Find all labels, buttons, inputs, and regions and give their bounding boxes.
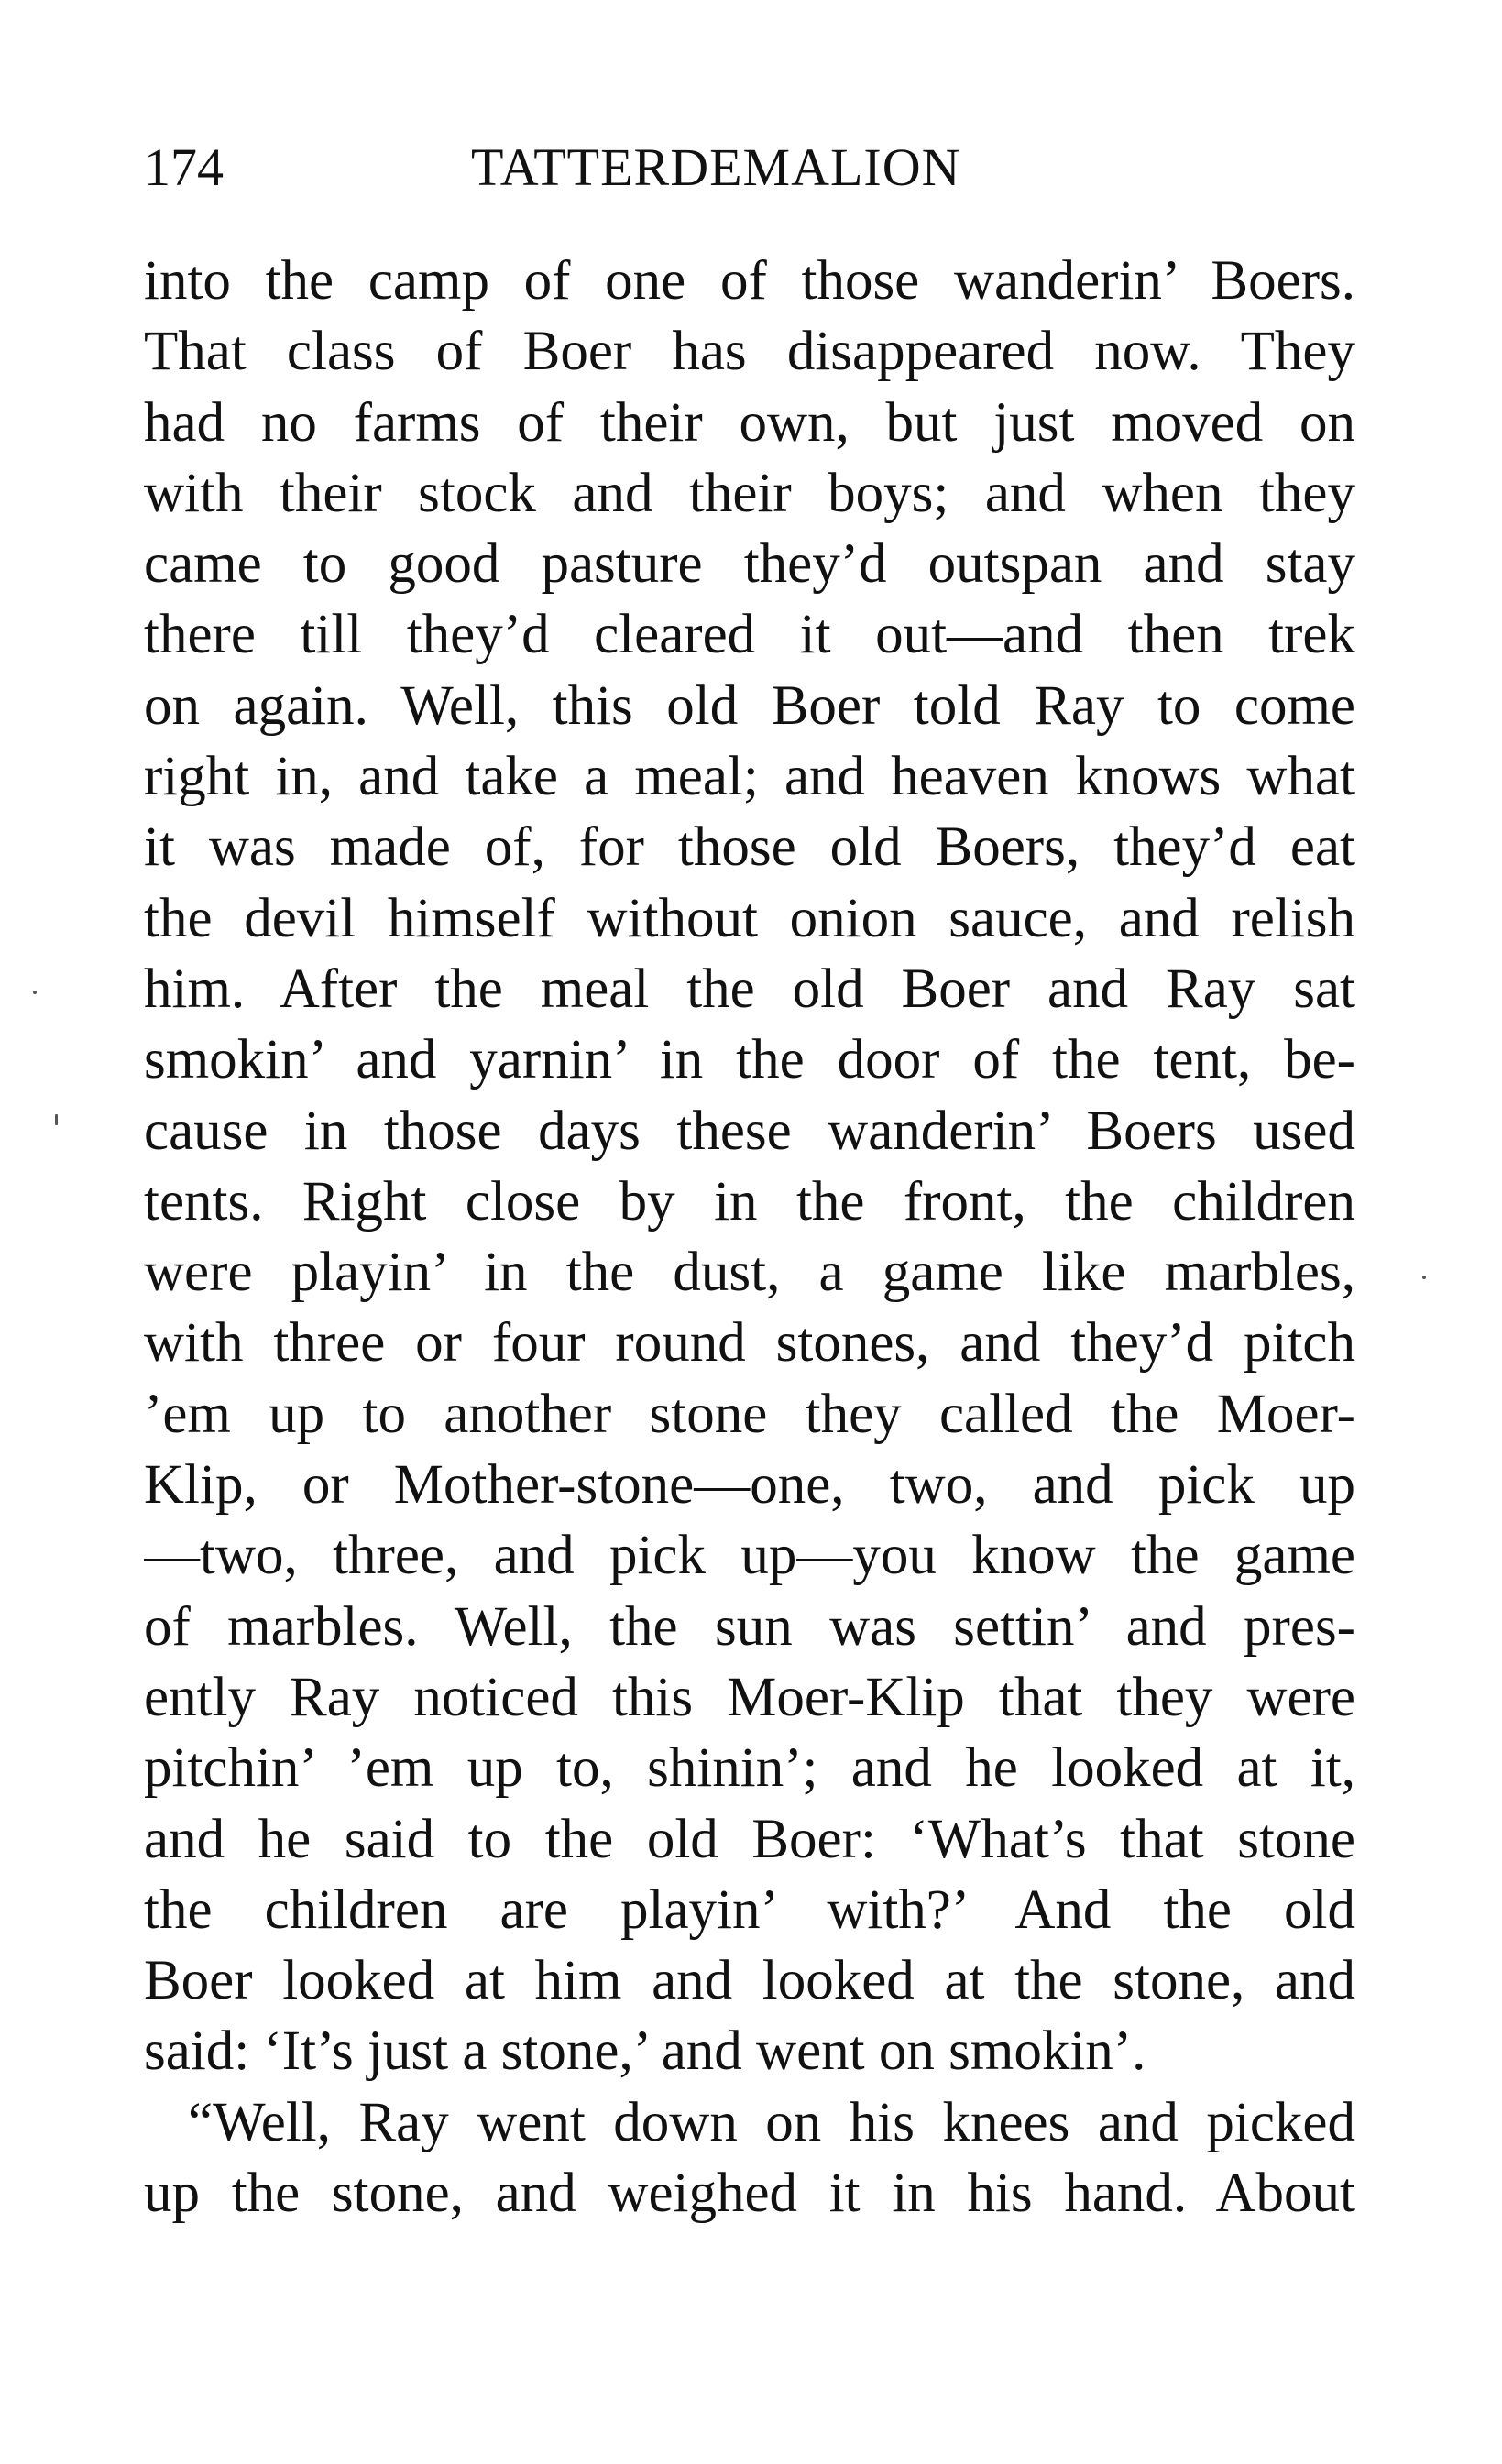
text-line: tents. Right close by in the front, the children: [144, 1170, 1355, 1232]
text-line: Boer looked at him and looked at the stone, and: [144, 1950, 1355, 2012]
text-line: the children are playin’ with?’ And the old: [144, 1878, 1355, 1941]
body-text: [144, 246, 1355, 2229]
text-line: were playin’ in the dust, a game like marbles,: [144, 1242, 1355, 1304]
text-line: cause in those days these wanderin’ Boers used: [144, 1100, 1355, 1162]
page-header: [144, 136, 1354, 200]
scan-speck: [33, 991, 37, 994]
text-line: ently Ray noticed this Moer-Klip that they were: [144, 1666, 1355, 1728]
text-line: into the camp of one of those wanderin’ Boers.: [144, 250, 1355, 312]
page-number: 174: [144, 137, 224, 197]
running-head: TATTERDEMALION: [471, 137, 961, 197]
scan-speck: [55, 1114, 58, 1125]
text-line: there till they’d cleared it out—and then trek: [144, 604, 1355, 666]
text-line: right in, and take a meal; and heaven knows what: [144, 746, 1355, 808]
text-line: smokin’ and yarnin’ in the door of the tent, be-: [144, 1029, 1355, 1091]
text-line: ’em up to another stone they called the Moer-: [144, 1383, 1355, 1445]
text-line: up the stone, and weighed it in his hand. About: [144, 2163, 1355, 2225]
text-line: the devil himself without onion sauce, and relish: [144, 887, 1355, 949]
text-line: and he said to the old Boer: ‘What’s that stone: [144, 1808, 1355, 1870]
text-line: him. After the meal the old Boer and Ray sat: [144, 958, 1355, 1020]
text-line: pitchin’ ’em up to, shinin’; and he looked at it,: [144, 1737, 1355, 1800]
text-line: with their stock and their boys; and when they: [144, 462, 1355, 524]
scan-speck: [1422, 1276, 1426, 1279]
text-line: —two, three, and pick up—you know the game: [144, 1525, 1355, 1587]
text-line: had no farms of their own, but just moved on: [144, 391, 1355, 454]
text-line: Klip, or Mother-stone—one, two, and pick up: [144, 1454, 1355, 1517]
text-line: it was made of, for those old Boers, they’d eat: [144, 816, 1355, 879]
text-line: That class of Boer has disappeared now. They: [144, 321, 1355, 383]
paragraph-end-line: said: ‘It’s just a stone,’ and went on smokin’.: [144, 2020, 1146, 2083]
text-line: came to good pasture they’d outspan and stay: [144, 533, 1355, 596]
text-line: with three or four round stones, and they’d pitch: [144, 1312, 1355, 1374]
text-line: on again. Well, this old Boer told Ray to come: [144, 674, 1355, 737]
paragraph-start-line: “Well, Ray went down on his knees and picked: [188, 2091, 1355, 2153]
text-line: of marbles. Well, the sun was settin’ and pres-: [144, 1595, 1355, 1658]
